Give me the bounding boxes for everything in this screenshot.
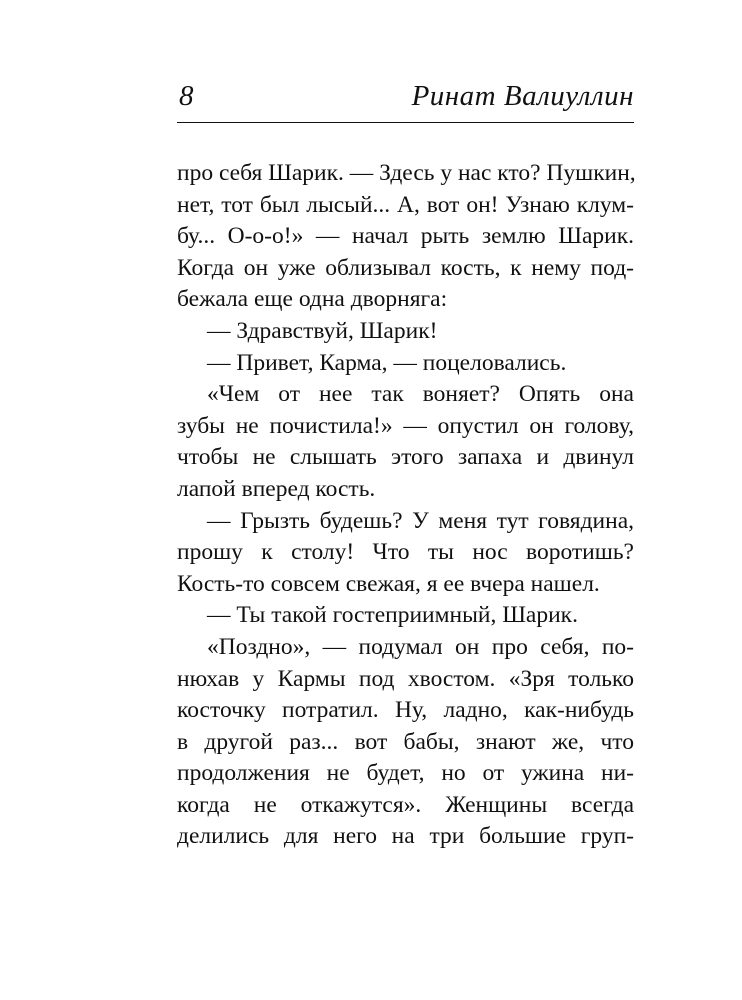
text-line: делились для него на три большие груп- [177, 823, 634, 850]
text-line: зубы не почистила!» — опустил он голову, [177, 412, 634, 439]
text-line: Когда он уже облизывал кость, к нему под- [177, 254, 634, 281]
text-line: продолжения не будет, но от ужина ни- [177, 760, 634, 787]
text-line: — Здравствуй, Шарик! [207, 317, 438, 344]
text-line: прошу к столу! Что ты нос воротишь? [177, 539, 634, 566]
text-line: про себя Шарик. — Здесь у нас кто? Пушкин, [177, 160, 636, 186]
text-line: «Поздно», — подумал он про себя, по- [207, 633, 634, 660]
text-line: — Грызть будешь? У меня тут говядина, [207, 507, 634, 534]
text-line: лапой вперед кость. [177, 475, 376, 502]
text-line: бу... О-о-о!» — начал рыть землю Шарик. [177, 223, 634, 250]
page-header [177, 78, 634, 123]
text-line: — Ты такой гостеприимный, Шарик. [207, 602, 578, 629]
body-text [177, 158, 634, 853]
text-line: в другой раз... вот бабы, знают же, что [177, 728, 634, 755]
text-line: косточку потратил. Ну, ладно, как-нибудь [177, 697, 634, 724]
page-number: 8 [179, 80, 194, 112]
text-line: нюхав у Кармы под хвостом. «Зря только [177, 665, 634, 692]
text-line: когда не откажутся». Женщины всегда [177, 791, 634, 818]
text-line: — Привет, Карма, — поцеловались. [207, 349, 567, 376]
text-line: «Чем от нее так воняет? Опять она [207, 381, 634, 408]
text-line: бежала еще одна дворняга: [177, 286, 448, 313]
running-title: Ринат Валиуллин [411, 80, 634, 112]
text-line: чтобы не слышать этого запаха и двинул [177, 444, 634, 471]
text-line: Кость-то совсем свежая, я ее вчера нашел. [177, 570, 600, 597]
text-line: нет, тот был лысый... А, вот он! Узнаю клум- [177, 191, 634, 218]
